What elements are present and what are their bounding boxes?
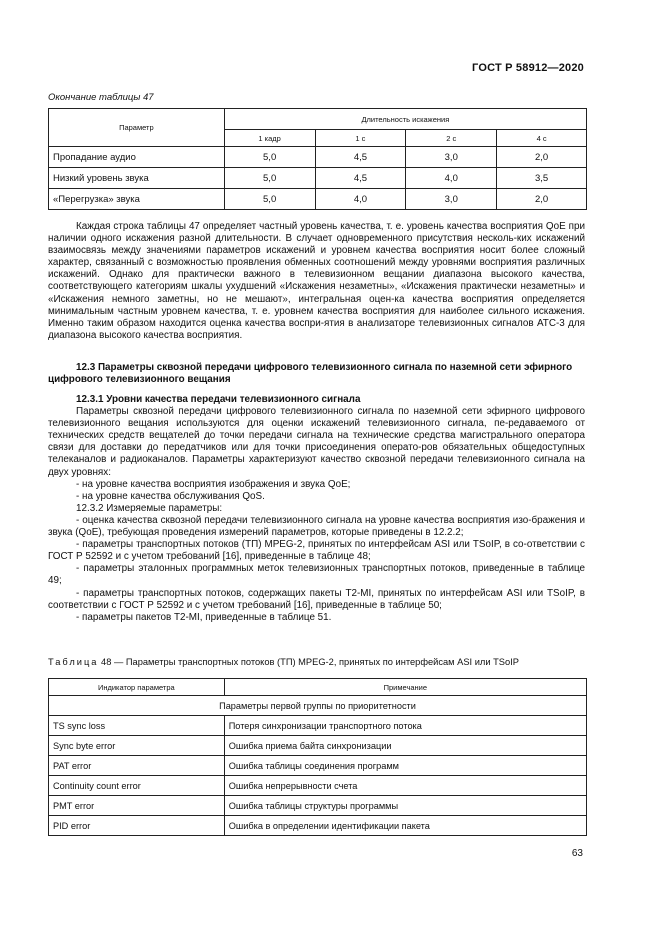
list-item: - оценка качества сквозной передачи телевизионного сигнала на уровне качества восприятия изо-бражения и звука (QoE), требующая проведения измерений параметров, которые приведены в 12.2.2; (48, 514, 585, 539)
quality-value: 4,5 (315, 147, 406, 168)
column-header-note: Примечание (224, 679, 586, 696)
column-header-indicator: Индикатор параметра (49, 679, 225, 696)
heading-text: 12.3 Параметры сквозной передачи цифрового телевизионного сигнала по наземной сети эфирного цифрового телевизионного вещания (48, 362, 573, 386)
indicator-cell: Continuity count error (49, 776, 225, 796)
indicator-cell: TS sync loss (49, 716, 225, 736)
note-cell: Потеря синхронизации транспортного потока (224, 716, 586, 736)
quality-value: 3,5 (497, 168, 587, 189)
list-item: - на уровне качества восприятия изображения и звука QoE; (76, 478, 351, 490)
table-title: 48 — Параметры транспортных потоков (ТП) MPEG-2, принятых по интерфейсам ASI или TSoIP (101, 657, 519, 667)
table-47-caption: Окончание таблицы 47 (48, 92, 154, 103)
paragraph: Параметры сквозной передачи цифрового телевизионного сигнала по наземной сети эфирного цифрового телевизионного вещания используются для оценки искажений телевизионного сигнала, пе-редаваемого от технических средств вещателей до точки передачи сигнала на технические средства магистрального оператора связи для доставки до передатчиков или для точки присоединения операто-ров обязательных общедоступных телеканалов и радиоканалов. Параметры характеризуют качество сквозной передачи телевизионного сигнала на двух уровнях: (48, 406, 585, 478)
table-row (49, 189, 587, 210)
paragraph: Каждая строка таблицы 47 определяет частный уровень качества, т. е. уровень качества восприятия QoE при наличии одного искажения разной длительности. В случает одновременного присутствия несколь-ких искажений взаимосвязь между значениями параметров искажений и уровнем качества восприятия носит более сложный характер, связанный с возможностью проявления обменных соотношений между уровнями восприятия различных искажений. Однако для практически важного в телевизионном вещании диапазона высокого качества, соответствующего категориям шкалы ухудшений «Искажения незаметны», «Искажения практически незаметны» и «Искажения немного заметны, но не мешают», интегральная оцен-ка качества восприятия определяется минимальным частным уровнем качества, т. е. уровнем качества восприятия для наиболее сильного искажения. Именно таким образом находится оценка качества воспри-ятия в анализаторе телевизионных сигналов АТС-3 для диапазона высокого качества восприятия. (48, 221, 585, 341)
duration-header: 1 с (315, 130, 406, 147)
table-row (49, 716, 587, 736)
subheading-12-3-1: 12.3.1 Уровни качества передачи телевизионного сигнала (76, 394, 361, 405)
table-row (49, 168, 587, 189)
column-header-duration: Длительность искажения (224, 109, 586, 130)
quality-value: 5,0 (224, 189, 315, 210)
section-heading-12-3 (48, 362, 585, 386)
note-cell: Ошибка приема байта синхронизации (224, 736, 586, 756)
table-row (49, 776, 587, 796)
note-cell: Ошибка в определении идентификации пакета (224, 816, 586, 836)
quality-value: 5,0 (224, 168, 315, 189)
duration-header: 1 кадр (224, 130, 315, 147)
subheading-12-3-2: 12.3.2 Измеряемые параметры: (76, 502, 223, 514)
quality-value: 2,0 (497, 189, 587, 210)
duration-header: 4 с (497, 130, 587, 147)
table-48 (48, 678, 587, 836)
list-item: - на уровне качества обслуживания QoS. (76, 490, 265, 502)
quality-value: 2,0 (497, 147, 587, 168)
quality-value: 4,0 (406, 168, 497, 189)
column-header-parameter: Параметр (49, 109, 225, 147)
list-item: - параметры эталонных программных меток телевизионных транспортных потоков, приведенные в таблице 49; (48, 563, 585, 587)
parameter-name: «Перегрузка» звука (49, 189, 225, 210)
page-number: 63 (571, 848, 583, 859)
quality-value: 4,5 (315, 168, 406, 189)
indicator-cell: PID error (49, 816, 225, 836)
table-label: Таблица (48, 657, 99, 667)
indicator-cell: PAT error (49, 756, 225, 776)
table-row (49, 756, 587, 776)
quality-value: 5,0 (224, 147, 315, 168)
parameter-name: Пропадание аудио (49, 147, 225, 168)
table-47 (48, 108, 587, 210)
note-cell: Ошибка таблицы структуры программы (224, 796, 586, 816)
duration-header: 2 с (406, 130, 497, 147)
table-row (49, 736, 587, 756)
group-header: Параметры первой группы по приоритетности (49, 696, 587, 716)
note-cell: Ошибка непрерывности счета (224, 776, 586, 796)
body-text (48, 221, 585, 342)
table-row (49, 147, 587, 168)
list-item: - параметры транспортных потоков (ТП) MPEG-2, принятых по интерфейсам ASI или TSoIP, в со-ответствии с ГОСТ Р 52592 и с учетом требований [16], приведенные в таблице 48; (48, 539, 585, 563)
list-item: - параметры транспортных потоков, содержащих пакеты T2-MI, принятых по интерфейсам ASI или TSoIP, в соответствии с ГОСТ Р 52592 и с учетом требований [16], приведенные в таблице 50; (48, 587, 585, 611)
quality-value: 3,0 (406, 147, 497, 168)
table-row (49, 816, 587, 836)
indicator-cell: PMT error (49, 796, 225, 816)
parameter-name: Низкий уровень звука (49, 168, 225, 189)
quality-value: 4,0 (315, 189, 406, 210)
indicator-cell: Sync byte error (49, 736, 225, 756)
note-cell: Ошибка таблицы соединения программ (224, 756, 586, 776)
quality-value: 3,0 (406, 189, 497, 210)
list-item: - параметры пакетов T2-MI, приведенные в таблице 51. (76, 611, 332, 623)
table-row (49, 796, 587, 816)
table-48-caption (48, 657, 519, 667)
section-body (48, 394, 585, 624)
standard-designation: ГОСТ Р 58912—2020 (472, 62, 584, 74)
